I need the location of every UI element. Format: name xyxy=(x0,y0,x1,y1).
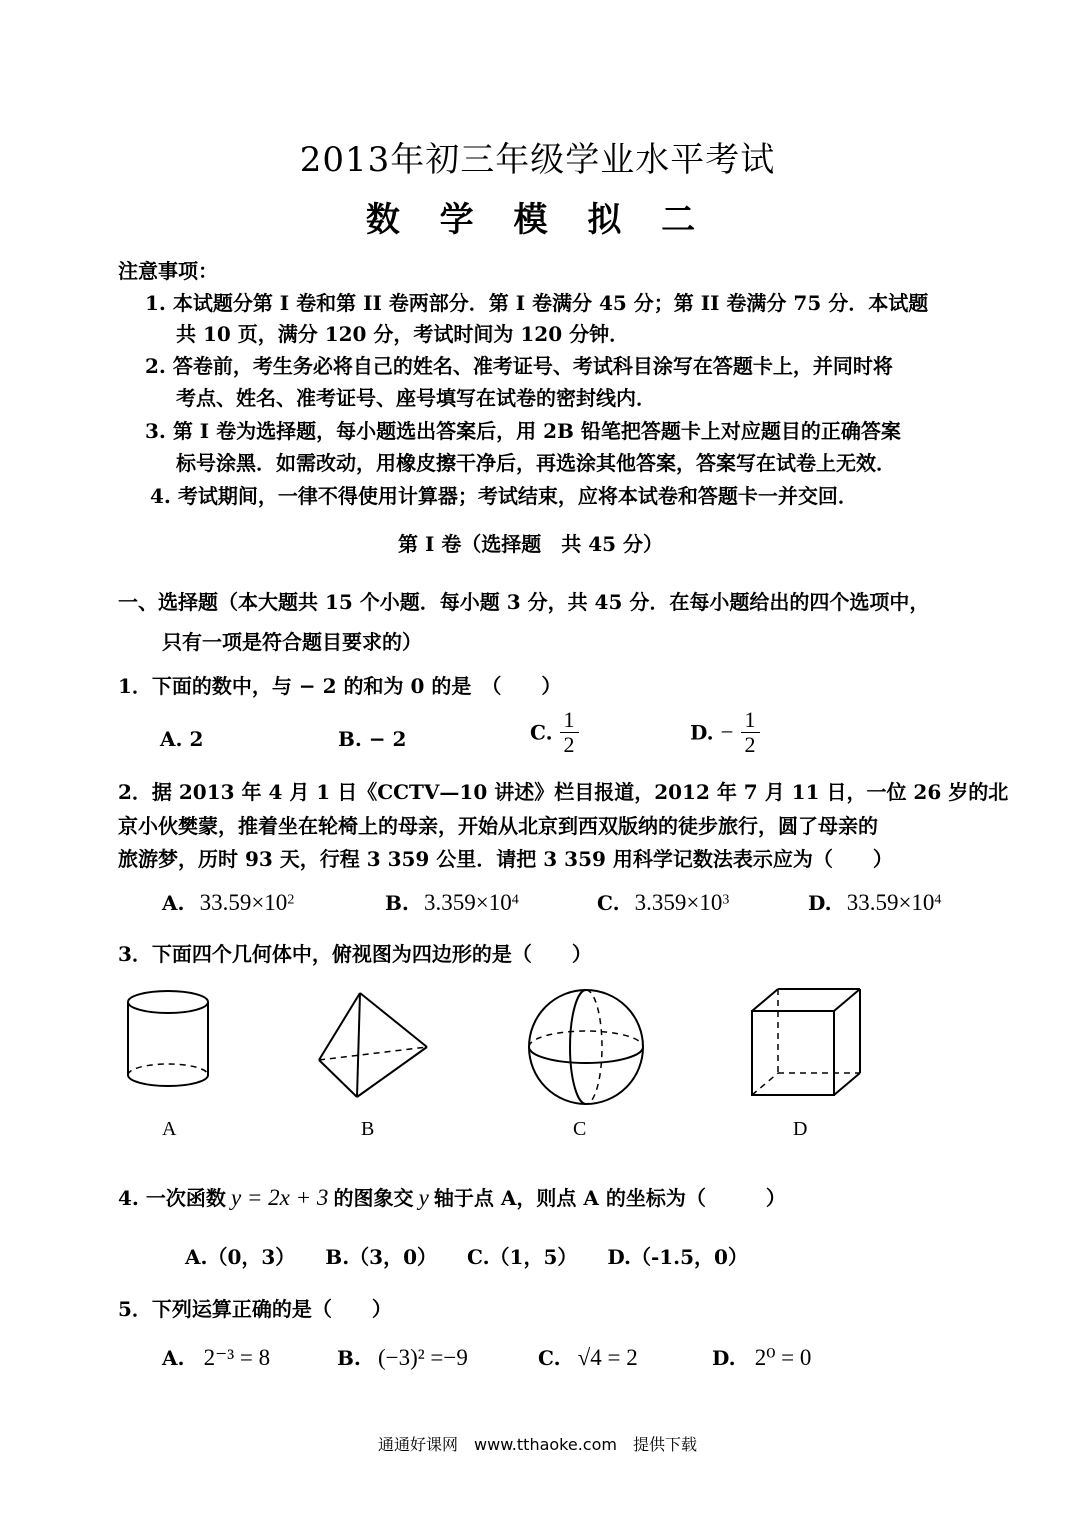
option-math: 33.59×10 xyxy=(199,890,288,915)
question-4-formula: y = 2x + 3 xyxy=(230,1185,329,1210)
question-1-option-d-fraction xyxy=(741,708,760,757)
question-4-var: y xyxy=(418,1185,429,1210)
option-math: 3.359×10 xyxy=(634,890,723,915)
notice-item-1-line-1: 1. 本试题分第 I 卷和第 II 卷两部分．第 I 卷满分 45 分；第 II 卷满分 75 分．本试题 xyxy=(145,291,929,315)
option-exponent: 3 xyxy=(722,892,730,908)
option-math: 3.359×10 xyxy=(423,890,512,915)
option-math: 2⁻³ = 8 xyxy=(203,1345,271,1370)
option-exponent: 2 xyxy=(287,892,295,908)
question-1-option-c-fraction xyxy=(560,708,579,757)
option-label: A. xyxy=(162,891,185,915)
footer-watermark: 通通好课网 www.tthaoke.com 提供下载 xyxy=(378,1435,697,1454)
option-label: A. xyxy=(162,1346,185,1370)
question-2-line-2: 京小伙樊蒙，推着坐在轮椅上的母亲，开始从北京到西双版纳的徒步旅行，圆了母亲的 xyxy=(118,814,878,838)
fraction-numerator: 1 xyxy=(741,708,760,733)
question-4-options: A.（0，3） B.（3，0） C.（1，5） D.（-1.5，0） xyxy=(185,1245,748,1269)
question-2-line-1: 2．据 2013 年 4 月 1 日《CCTV—10 讲述》栏目报道，2012 年 7 月 11 日，一位 26 岁的北 xyxy=(118,780,1009,804)
option-label: C. xyxy=(597,891,620,915)
option-math: (−3)² =−9 xyxy=(377,1345,468,1370)
question-2-option-a xyxy=(162,890,294,916)
question-3-stem: 3．下面四个几何体中，俯视图为四边形的是（ ） xyxy=(118,942,592,966)
pyramid-figure xyxy=(315,985,435,1105)
exam-title: 2013年初三年级学业水平考试 xyxy=(299,140,776,180)
question-1-option-c-label: C. xyxy=(530,720,553,745)
option-exponent: 4 xyxy=(934,892,942,908)
notice-item-3-line-1: 3. 第 I 卷为选择题，每小题选出答案后，用 2B 铅笔把答题卡上对应题目的正确答案 xyxy=(145,419,901,443)
question-5-option-b xyxy=(337,1345,468,1371)
notice-item-4-line-1: 4. 考试期间，一律不得使用计算器；考试结束，应将本试卷和答题卡一并交回． xyxy=(150,484,858,508)
figure-label-c: C xyxy=(573,1118,587,1140)
figure-label-b: B xyxy=(361,1118,375,1140)
option-exponent: 4 xyxy=(511,892,519,908)
option-math: 33.59×10 xyxy=(846,890,935,915)
option-label: B. xyxy=(385,891,409,915)
figure-label-a: A xyxy=(162,1118,177,1140)
fraction-denominator: 2 xyxy=(563,732,575,757)
notice-item-3-line-2: 标号涂黑．如需改动，用橡皮擦干净后，再选涂其他答案，答案写在试卷上无效． xyxy=(176,451,896,475)
question-5-option-d xyxy=(712,1345,811,1371)
question-4-stem-pre: 4. 一次函数 xyxy=(118,1186,226,1210)
question-1-option-d-label: D. xyxy=(690,720,714,745)
question-1-option-a: A. 2 xyxy=(160,727,204,751)
option-math: 2⁰ = 0 xyxy=(754,1345,812,1370)
option-label: D. xyxy=(808,891,832,915)
sphere-figure xyxy=(525,985,650,1110)
question-4-stem-post: 轴于点 A，则点 A 的坐标为（ ） xyxy=(433,1186,786,1210)
question-1-stem: 1．下面的数中，与 − 2 的和为 0 的是 （ ） xyxy=(118,674,562,698)
fraction-numerator: 1 xyxy=(560,708,579,733)
notice-item-2-line-1: 2. 答卷前，考生务必将自己的姓名、准考证号、考试科目涂写在答题卡上，并同时将 xyxy=(145,354,893,378)
question-2-option-b xyxy=(385,890,519,916)
question-4-stem-mid: 的图象交 xyxy=(333,1186,414,1210)
question-1-option-c xyxy=(530,708,579,757)
option-label: B. xyxy=(337,1346,361,1370)
exam-subtitle: 数 学 模 拟 二 xyxy=(365,200,710,240)
question-2-option-d xyxy=(808,890,941,916)
notice-item-2-line-2: 考点、姓名、准考证号、座号填写在试卷的密封线内． xyxy=(176,386,656,410)
question-1-option-d-sign: − xyxy=(720,719,734,745)
question-2-line-3: 旅游梦，历时 93 天，行程 3 359 公里．请把 3 359 用科学记数法表示应为（ ） xyxy=(118,847,893,871)
option-label: D. xyxy=(712,1346,736,1370)
question-5-stem: 5．下列运算正确的是（ ） xyxy=(118,1297,392,1321)
notice-heading: 注意事项： xyxy=(118,259,218,283)
section-title: 第 I 卷（选择题 共 45 分） xyxy=(398,532,664,556)
question-5-option-c xyxy=(538,1345,638,1371)
question-5-option-a xyxy=(162,1345,270,1371)
figure-label-d: D xyxy=(793,1118,808,1140)
question-2-option-c xyxy=(597,890,729,916)
option-math: √4 = 2 xyxy=(577,1345,638,1370)
question-1-option-b: B. − 2 xyxy=(338,727,407,751)
part-one-line-2: 只有一项是符合题目要求的） xyxy=(162,630,422,654)
option-label: C. xyxy=(538,1346,561,1370)
cube-figure xyxy=(748,985,868,1105)
cylinder-figure xyxy=(118,985,218,1105)
part-one-line-1: 一、选择题（本大题共 15 个小题．每小题 3 分，共 45 分．在每小题给出的四个选项中， xyxy=(118,590,930,614)
fraction-denominator: 2 xyxy=(744,732,756,757)
question-4-stem xyxy=(118,1182,786,1211)
question-1-option-d xyxy=(690,708,760,757)
notice-item-1-line-2: 共 10 页，满分 120 分，考试时间为 120 分钟． xyxy=(176,322,630,346)
